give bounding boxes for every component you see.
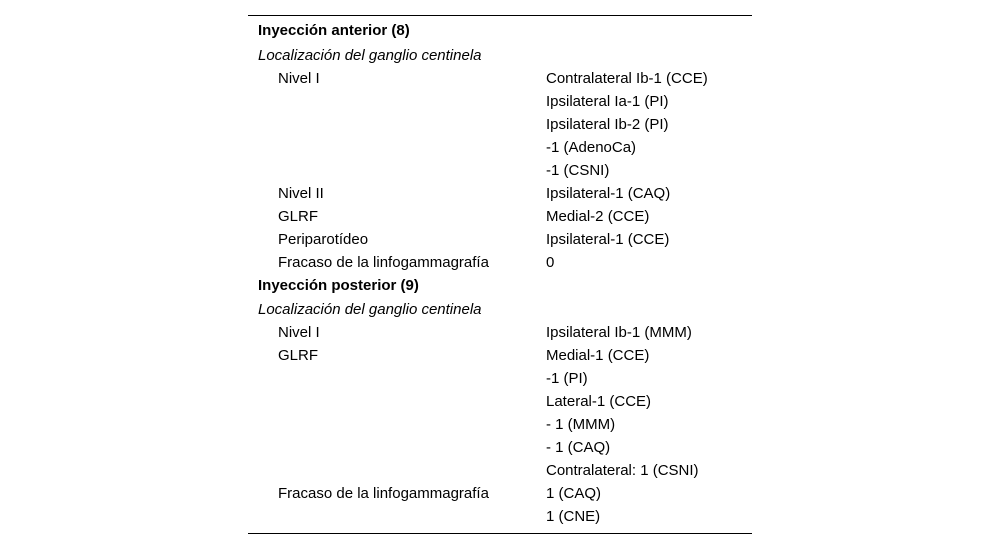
row-value: - 1 (CAQ) [546, 439, 611, 456]
row-value: -1 (AdenoCa) [546, 138, 637, 156]
data-table [248, 15, 752, 534]
row-label [248, 90, 546, 113]
table-row [248, 482, 752, 505]
section-header-posterior [248, 274, 752, 299]
row-value: Ipsilateral-1 (CCE) [546, 230, 670, 248]
row-value: Ipsilateral Ib-2 (PI) [546, 115, 669, 133]
row-value: Contralateral Ib-1 (CCE) [546, 69, 708, 87]
table-row [248, 413, 752, 436]
row-label [248, 159, 546, 182]
row-label [248, 459, 546, 482]
table-row [248, 67, 752, 90]
row-value: -1 (CSNI) [546, 161, 610, 179]
row-label: GLRF [278, 207, 319, 225]
row-label [248, 113, 546, 136]
row-value: 0 [546, 253, 555, 271]
row-value: 1 (CNE) [546, 508, 601, 525]
table-row [248, 113, 752, 136]
row-label: GLRF [278, 347, 319, 364]
row-label: Nivel II [278, 184, 324, 202]
row-label: Periparotídeo [278, 230, 369, 248]
table-row [248, 205, 752, 228]
table-row [248, 321, 752, 344]
table-row [248, 459, 752, 482]
row-value: Ipsilateral-1 (CAQ) [546, 184, 671, 202]
section-subtitle: Localización del ganglio centinela [258, 46, 482, 64]
row-value: -1 (PI) [546, 370, 588, 387]
row-label [248, 136, 546, 159]
table-row [248, 390, 752, 413]
table-body [248, 16, 752, 533]
section-title: Inyección posterior (9) [258, 276, 419, 294]
row-label: Nivel I [278, 324, 320, 341]
row-value: - 1 (MMM) [546, 416, 616, 433]
row-label [248, 413, 546, 436]
row-label [248, 367, 546, 390]
row-value: Lateral-1 (CCE) [546, 393, 652, 410]
row-label [248, 505, 546, 528]
table-row [248, 90, 752, 113]
section-subtitle-anterior [248, 44, 752, 67]
table-row [248, 344, 752, 367]
table-row [248, 228, 752, 251]
section-header-anterior [248, 19, 752, 44]
table-row [248, 505, 752, 528]
row-value: Ipsilateral Ia-1 (PI) [546, 92, 669, 110]
row-value: Contralateral: 1 (CSNI) [546, 462, 699, 479]
row-label: Fracaso de la linfogammagrafía [278, 253, 489, 271]
table-row [248, 251, 752, 274]
table-row [248, 436, 752, 459]
row-value: Medial-1 (CCE) [546, 347, 650, 364]
section-title: Inyección anterior (8) [258, 22, 410, 39]
table-row [248, 182, 752, 205]
row-value: 1 (CAQ) [546, 485, 602, 502]
table-row [248, 367, 752, 390]
table-row [248, 159, 752, 182]
row-value: Ipsilateral Ib-1 (MMM) [546, 324, 692, 341]
row-label: Nivel I [278, 69, 320, 87]
row-label [248, 436, 546, 459]
section-subtitle-posterior [248, 298, 752, 321]
row-value: Medial-2 (CCE) [546, 207, 650, 225]
row-label [248, 390, 546, 413]
table-row [248, 136, 752, 159]
section-subtitle: Localización del ganglio centinela [258, 301, 482, 318]
row-label: Fracaso de la linfogammagrafía [278, 485, 489, 502]
